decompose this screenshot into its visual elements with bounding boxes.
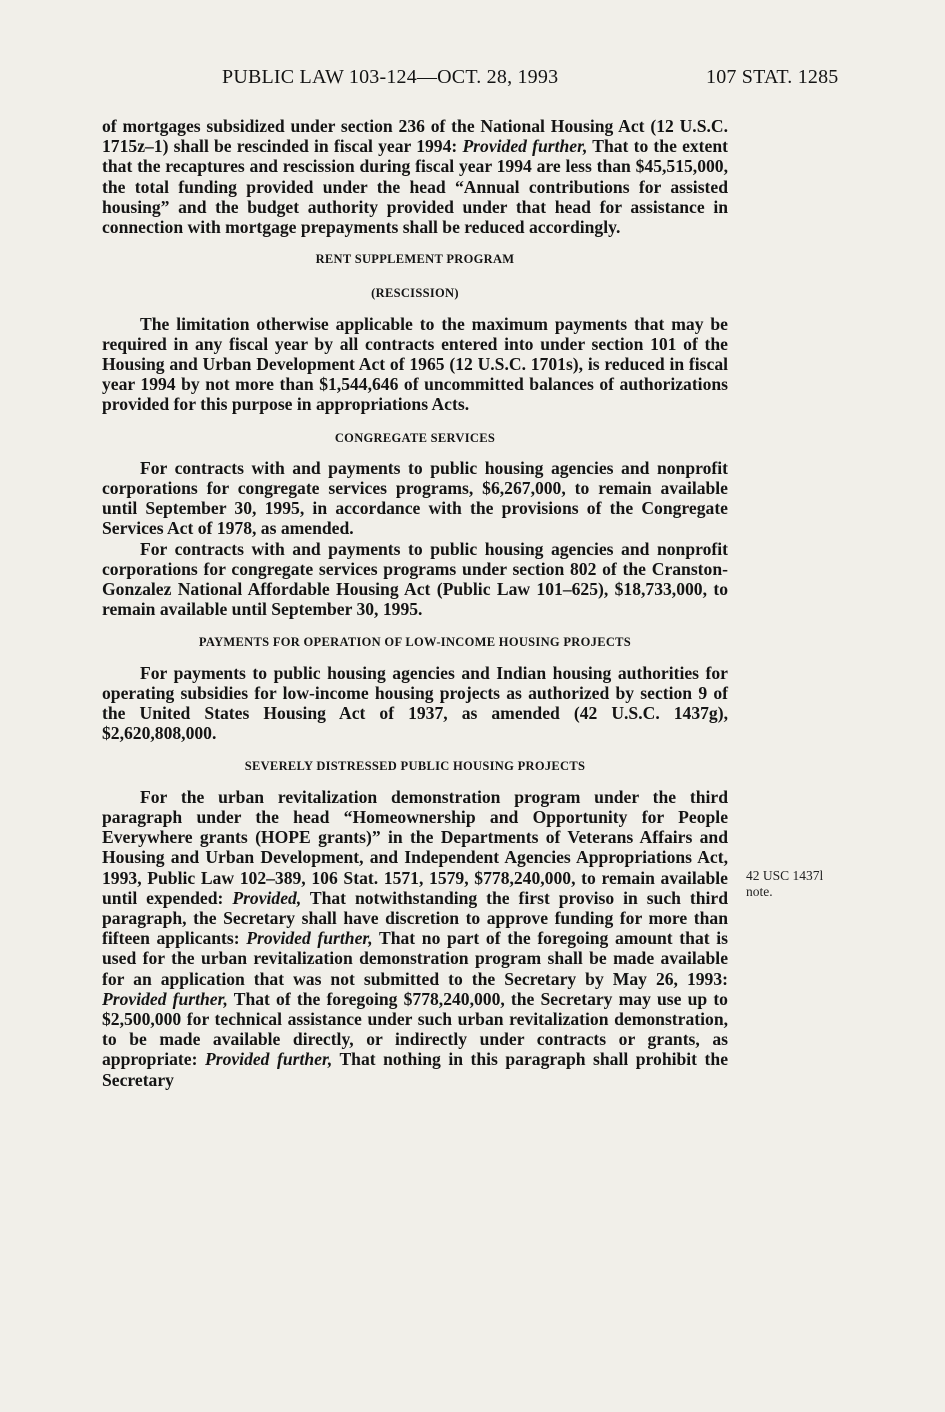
margin-note [746,868,823,900]
severely-distressed-paragraph [102,787,728,1090]
proviso-label: Provided, [232,887,302,908]
rent-supplement-heading: RENT SUPPLEMENT PROGRAM [315,252,515,267]
severely-text-5: That nothing in this paragraph shall prohibit the Secretary [102,1049,728,1090]
severely-text-2: That notwithstanding the first proviso in such third paragraph, the Secretary shall have discretion to approve funding for more than fifteen applicants: [102,887,729,949]
severely-text-3: That no part of the foregoing amount that is used for the urban revitalization demonstration program shall be made available for an application that was not submitted to the Secretary by May 26, 1993: [102,928,728,989]
proviso-label: Provided further, [246,928,373,949]
margin-note-citation: 42 USC 1437l [746,868,824,883]
severely-text-1: For the urban revitalization demonstration program under the third paragraph under the head “Homeownership and Opportunity for People Everywhere grants (HOPE grants)” in the Departments of Veterans Affairs and Housing and Urban Development, and Independent Agencies Appropriations Act, 1993, Public Law 102–389, 106 Stat. 1571, 1579, $778,240,000, to remain available until expended: [102,786,728,908]
congregate-paragraph-1: For contracts with and payments to public housing agencies and nonprofit corporations for congregate services programs, $6,267,000, to remain available until September 30, 1995, in accordance with the provisions of the Congregate Services Act of 1978, as amended. [102,457,728,539]
margin-note-label: note. [746,884,773,899]
rent-paragraph: The limitation otherwise applicable to the maximum payments that may be required in any fiscal year by all contracts entered into under section 101 of the Housing and Urban Development Act of 1965 (12 U.S.C. 1701s), is reduced in fiscal year 1994 by not more than $1,544,646 of uncommitted balances of authorizations provided for this purpose in appropriations Acts. [102,313,728,415]
payments-paragraph: For payments to public housing agencies and Indian housing authorities for operating subsidies for low-income housing projects as authorized by section 9 of the United States Housing Act of 1937, as amended (42 U.S.C. 1437g), $2,620,808,000. [102,662,728,744]
severely-text-4: That of the foregoing $778,240,000, the Secretary may use up to $2,500,000 for technical assistance under such urban revitalization demonstration, to be made available directly, or indirectly under contracts or grants, as appropriate: [102,988,728,1070]
proviso-label: Provided further, [462,136,588,157]
payments-heading: PAYMENTS FOR OPERATION OF LOW-INCOME HOUSING PROJECTS [198,635,632,650]
stat-page-number: 107 STAT. 1285 [706,66,839,88]
severely-distressed-heading: SEVERELY DISTRESSED PUBLIC HOUSING PROJECTS [244,759,586,774]
continuation-text: of mortgages subsidized under section 236 of the National Housing Act (12 U.S.C. 1715z–1) shall be rescinded in fiscal year 1994: [102,116,728,157]
continuation-rest: That to the extent that the recaptures and rescission during fiscal year 1994 are less than $45,515,000, the total funding provided under the head “Annual contributions for assisted housing” and the budget authority provided under that head for assistance in connection with mortgage prepayments shall be reduced accordingly. [102,136,728,238]
main-text [102,116,728,1090]
running-head: PUBLIC LAW 103-124—OCT. 28, 1993 [222,66,559,88]
congregate-services-heading: CONGREGATE SERVICES [334,430,496,445]
proviso-label: Provided further, [204,1049,333,1070]
page-header [0,66,945,94]
proviso-label: Provided further, [102,988,228,1009]
rescission-heading: (RESCISSION) [371,286,459,301]
continuation-paragraph [102,116,728,237]
congregate-paragraph-2: For contracts with and payments to public housing agencies and nonprofit corporations for congregate services programs under section 802 of the Cranston-Gonzalez National Affordable Housing Act (Public Law 101–625), $18,733,000, to remain available until September 30, 1995. [102,538,728,620]
